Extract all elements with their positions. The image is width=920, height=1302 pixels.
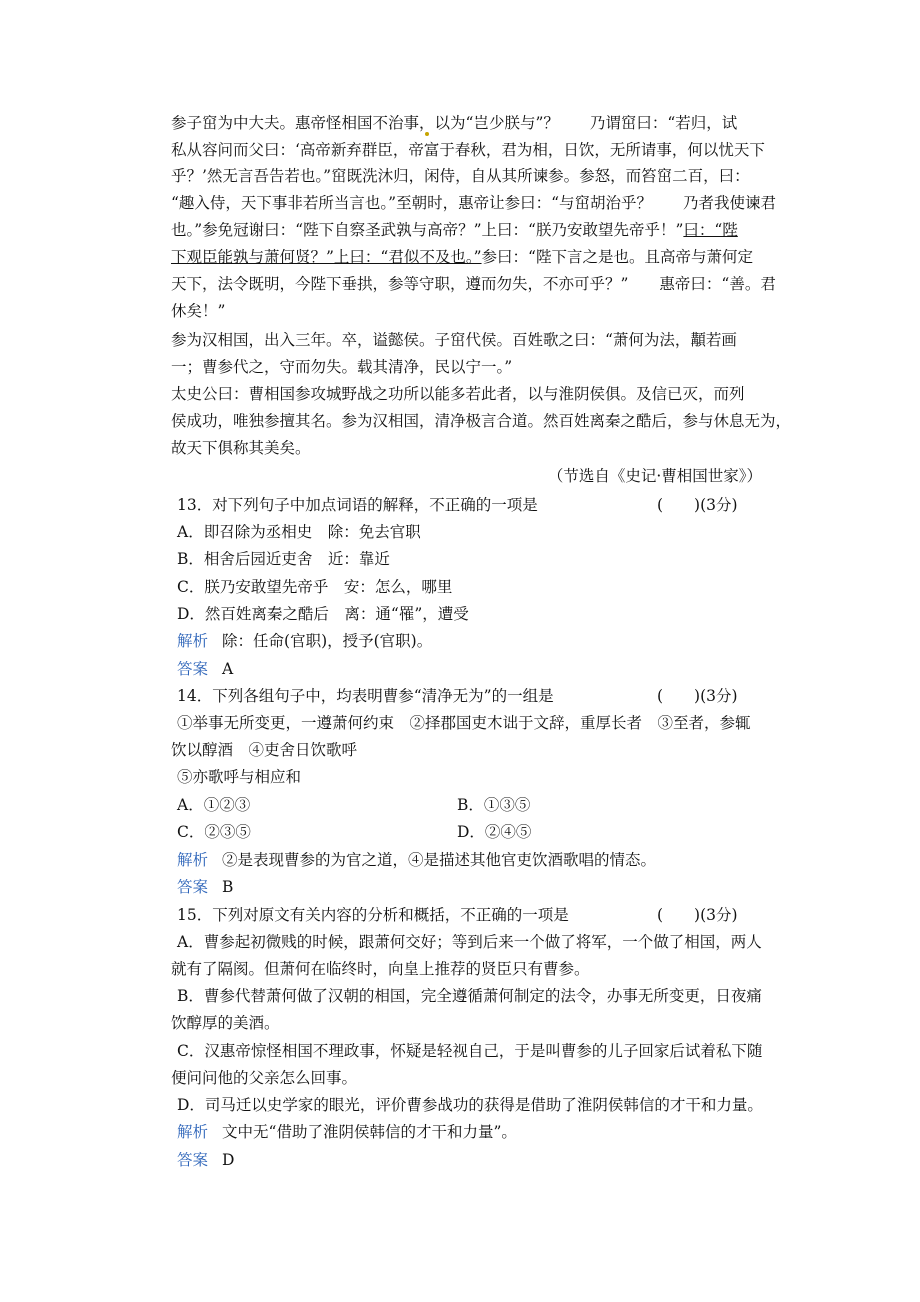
underlined-text: 曰：“陛 [683, 221, 738, 239]
passage-line: “趣入侍，天下事非若所当言也。”至朝时，惠帝让参曰：“与窋胡治乎？ 乃者我使谏君 [171, 194, 777, 212]
passage-line: 故天下俱称其美矣。 [171, 439, 311, 457]
passage-line: 太史公曰：曹相国参攻城野战之功所以能多若此者，以与淮阴侯俱。及信已灭，而列 [171, 385, 745, 403]
analysis-label: 解析 [177, 632, 209, 650]
question-14-option: A．①②③ [177, 796, 251, 814]
question-15-option-cont: 饮醇厚的美酒。 [171, 1014, 280, 1032]
question-14-stem: 14．下列各组句子中，均表明曹参“清净无为”的一组是 [177, 687, 554, 705]
question-14-mark: ( )(3分) [657, 687, 738, 705]
question-15-option: A．曹参起初微贱的时候，跟萧何交好；等到后来一个做了将军，一个做了相国，两人 [177, 933, 762, 951]
passage-line: 休矣！” [171, 302, 226, 320]
question-14-option: B．①③⑤ [457, 796, 531, 814]
passage-line: 下观臣能孰与萧何贤？”上曰：“君似不及也。”参曰：“陛下言之是也。且高帝与萧何定 [171, 248, 753, 266]
question-14-body: ①举事无所变更，一遵萧何约束 ②择郡国吏木诎于文辞，重厚长者 ③至者，参辄 [177, 714, 751, 732]
answer-label: 答案 [177, 1151, 209, 1169]
analysis-label: 解析 [177, 851, 209, 869]
question-15-option: C．汉惠帝惊怪相国不理政事，怀疑是轻视自己，于是叫曹参的儿子回家后试着私下随 [177, 1042, 763, 1060]
passage-line: 参为汉相国，出入三年。卒，谥懿侯。子窋代侯。百姓歌之曰：“萧何为法，顜若画 [171, 331, 737, 349]
question-14-analysis: 解析 ②是表现曹参的为官之道，④是描述其他官吏饮酒歌唱的情态。 [177, 851, 657, 869]
question-15-option: B．曹参代替萧何做了汉朝的相国，完全遵循萧何制定的法令，办事无所变更，日夜痛 [177, 987, 762, 1005]
question-14-body: 饮以醇酒 ④吏舍日饮歌呼 [171, 741, 358, 759]
question-13-analysis: 解析 除：任命(官职)，授予(官职)。 [177, 632, 433, 650]
emphasis-dot-mark: ， [419, 114, 435, 132]
question-13-option: B．相舍后园近吏舍 近：靠近 [177, 550, 390, 568]
question-13-option: C．朕乃安敢望先帝乎 安：怎么，哪里 [177, 578, 453, 596]
question-13-option: A．即召除为丞相史 除：免去官职 [177, 523, 421, 541]
answer-label: 答案 [177, 660, 209, 678]
question-15-analysis: 解析 文中无“借助了淮阴侯韩信的才干和力量”。 [177, 1123, 517, 1141]
analysis-label: 解析 [177, 1123, 209, 1141]
passage-line: 私从容问而父曰：‘高帝新弃群臣，帝富于春秋，君为相，日饮，无所请事，何以忧天下 [171, 141, 765, 159]
question-15-option-cont: 就有了隔阂。但萧何在临终时，向皇上推荐的贤臣只有曹参。 [171, 960, 590, 978]
passage-line: 也。”参免冠谢曰：“陛下自察圣武孰与高帝？”上曰：“朕乃安敢望先帝乎！”曰：“陛 [171, 221, 738, 239]
question-14-option: C．②③⑤ [177, 823, 251, 841]
question-13-stem: 13．对下列句子中加点词语的解释，不正确的一项是 [177, 496, 538, 514]
question-14-answer: 答案 B [177, 878, 234, 896]
passage-line: 侯成功，唯独参擅其名。参为汉相国，清净极言合道。然百姓离秦之酷后，参与休息无为， [171, 412, 792, 430]
passage-line: 参子窋为中大夫。惠帝怪相国不治事，以为“岂少朕与”？ 乃谓窋曰：“若归，试 [171, 114, 738, 132]
passage-source: （节选自《史记·曹相国世家》） [547, 467, 762, 485]
question-13-answer: 答案 A [177, 660, 234, 678]
question-13-mark: ( )(3分) [657, 496, 738, 514]
underlined-text: 下观臣能孰与萧何贤？”上曰：“君似不及也。” [171, 248, 482, 266]
question-13-option: D．然百姓离秦之酷后 离：通“罹”，遭受 [177, 605, 469, 623]
question-14-option: D．②④⑤ [457, 823, 532, 841]
question-15-stem: 15．下列对原文有关内容的分析和概括，不正确的一项是 [177, 906, 569, 924]
question-15-option: D．司马迁以史学家的眼光，评价曹参战功的获得是借助了淮阴侯韩信的才干和力量。 [177, 1096, 763, 1114]
passage-line: 一；曹参代之，守而勿失。载其清净，民以宁一。” [171, 358, 513, 376]
question-15-option-cont: 便问问他的父亲怎么回事。 [171, 1069, 358, 1087]
question-14-body: ⑤亦歌呼与相应和 [177, 768, 302, 786]
passage-line: 乎？’然无言吾告若也。”窋既洗沐归，闲侍，自从其所谏参。参怒，而笞窋二百，曰： [171, 167, 750, 185]
answer-label: 答案 [177, 878, 209, 896]
passage-line: 天下，法令既明，今陛下垂拱，参等守职，遵而勿失，不亦可乎？” 惠帝曰：“善。君 [171, 275, 776, 293]
question-15-mark: ( )(3分) [657, 906, 738, 924]
question-15-answer: 答案 D [177, 1151, 235, 1169]
